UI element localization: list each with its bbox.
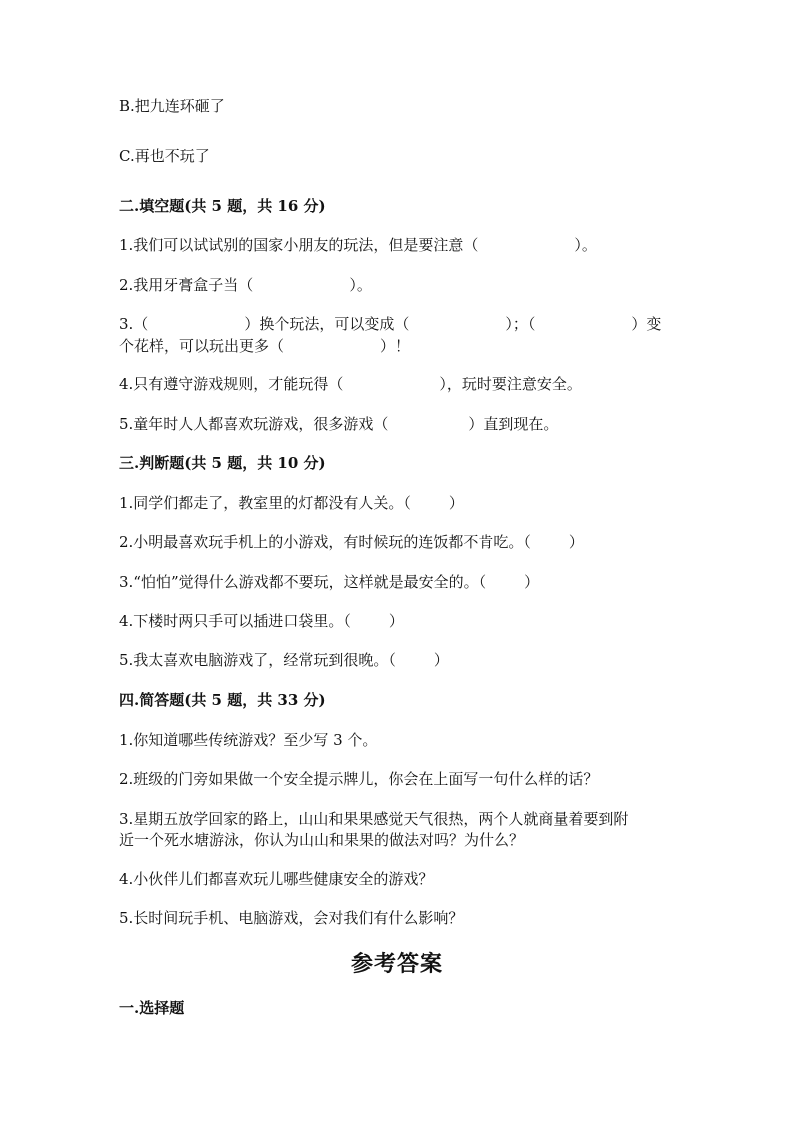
short-question-5: 5.长时间玩手机、电脑游戏，会对我们有什么影响？ (119, 909, 464, 927)
short-question-3-line-2: 近一个死水塘游泳，你认为山山和果果的做法对吗？为什么？ (119, 831, 525, 849)
q3-text-e: 个花样，可以玩出更多（ (119, 337, 285, 355)
q3-text-a: 3.（ (119, 315, 149, 333)
fill-question-3-line-2 (119, 336, 410, 356)
q4-text-a: 4.只有遵守游戏规则，才能玩得（ (119, 375, 344, 393)
q5-text-a: 5.童年时人人都喜欢玩游戏，很多游戏（ (119, 415, 389, 433)
judge-question-4 (119, 611, 404, 631)
short-question-2: 2.班级的门旁如果做一个安全提示牌儿，你会在上面写一句什么样的话？ (119, 770, 599, 788)
j4-text-b: ） (388, 612, 404, 630)
option-c: C.再也不玩了 (119, 147, 210, 165)
answer-choice-heading: 一.选择题 (119, 999, 185, 1017)
fill-question-4 (119, 374, 582, 394)
fill-question-2 (119, 275, 372, 295)
short-section-heading: 四.简答题(共 5 题，共 33 分) (119, 691, 326, 709)
j1-text-b: ） (448, 494, 464, 512)
judge-question-2 (119, 532, 584, 552)
q5-text-b: ）直到现在。 (468, 415, 559, 433)
option-b: B.把九连环砸了 (119, 97, 225, 115)
fill-section-heading: 二.填空题(共 5 题，共 16 分) (119, 197, 326, 215)
q4-text-b: ），玩时要注意安全。 (439, 375, 582, 393)
judge-question-5 (119, 650, 449, 670)
j3-text-b: ） (524, 573, 540, 591)
j3-text-a: 3.“怕怕”觉得什么游戏都不要玩，这样就是最安全的。（ (119, 573, 487, 591)
fill-question-3-line-1 (119, 314, 661, 334)
short-question-3-line-1: 3.星期五放学回家的路上，山山和果果感觉天气很热，两个人就商量着要到附 (119, 810, 629, 828)
short-question-4: 4.小伙伴儿们都喜欢玩儿哪些健康安全的游戏？ (119, 870, 434, 888)
j5-text-a: 5.我太喜欢电脑游戏了，经常玩到很晚。（ (119, 651, 396, 669)
q3-text-c: ）；（ (505, 315, 536, 333)
q1-text-b: ）。 (574, 236, 597, 254)
fill-question-5 (119, 414, 558, 434)
fill-question-1 (119, 235, 597, 255)
answer-key-title: 参考答案 (350, 951, 443, 977)
q3-text-f: ）！ (380, 337, 411, 355)
q3-text-d: ）变 (631, 315, 662, 333)
q1-text-a: 1.我们可以试试别的国家小朋友的玩法，但是要注意（ (119, 236, 479, 254)
j5-text-b: ） (433, 651, 449, 669)
q3-text-b: ）换个玩法，可以变成（ (244, 315, 410, 333)
judge-question-3 (119, 572, 539, 592)
short-question-1: 1.你知道哪些传统游戏？至少写 3 个。 (119, 731, 378, 749)
j4-text-a: 4.下楼时两只手可以插进口袋里。（ (119, 612, 351, 630)
judge-section-heading: 三.判断题(共 5 题，共 10 分) (119, 454, 326, 472)
q2-text-a: 2.我用牙膏盒子当（ (119, 276, 254, 294)
judge-question-1 (119, 493, 464, 513)
j2-text-a: 2.小明最喜欢玩手机上的小游戏，有时候玩的连饭都不肯吃。（ (119, 533, 531, 551)
j1-text-a: 1.同学们都走了，教室里的灯都没有人关。（ (119, 494, 411, 512)
j2-text-b: ） (568, 533, 584, 551)
q2-text-b: ）。 (349, 276, 372, 294)
